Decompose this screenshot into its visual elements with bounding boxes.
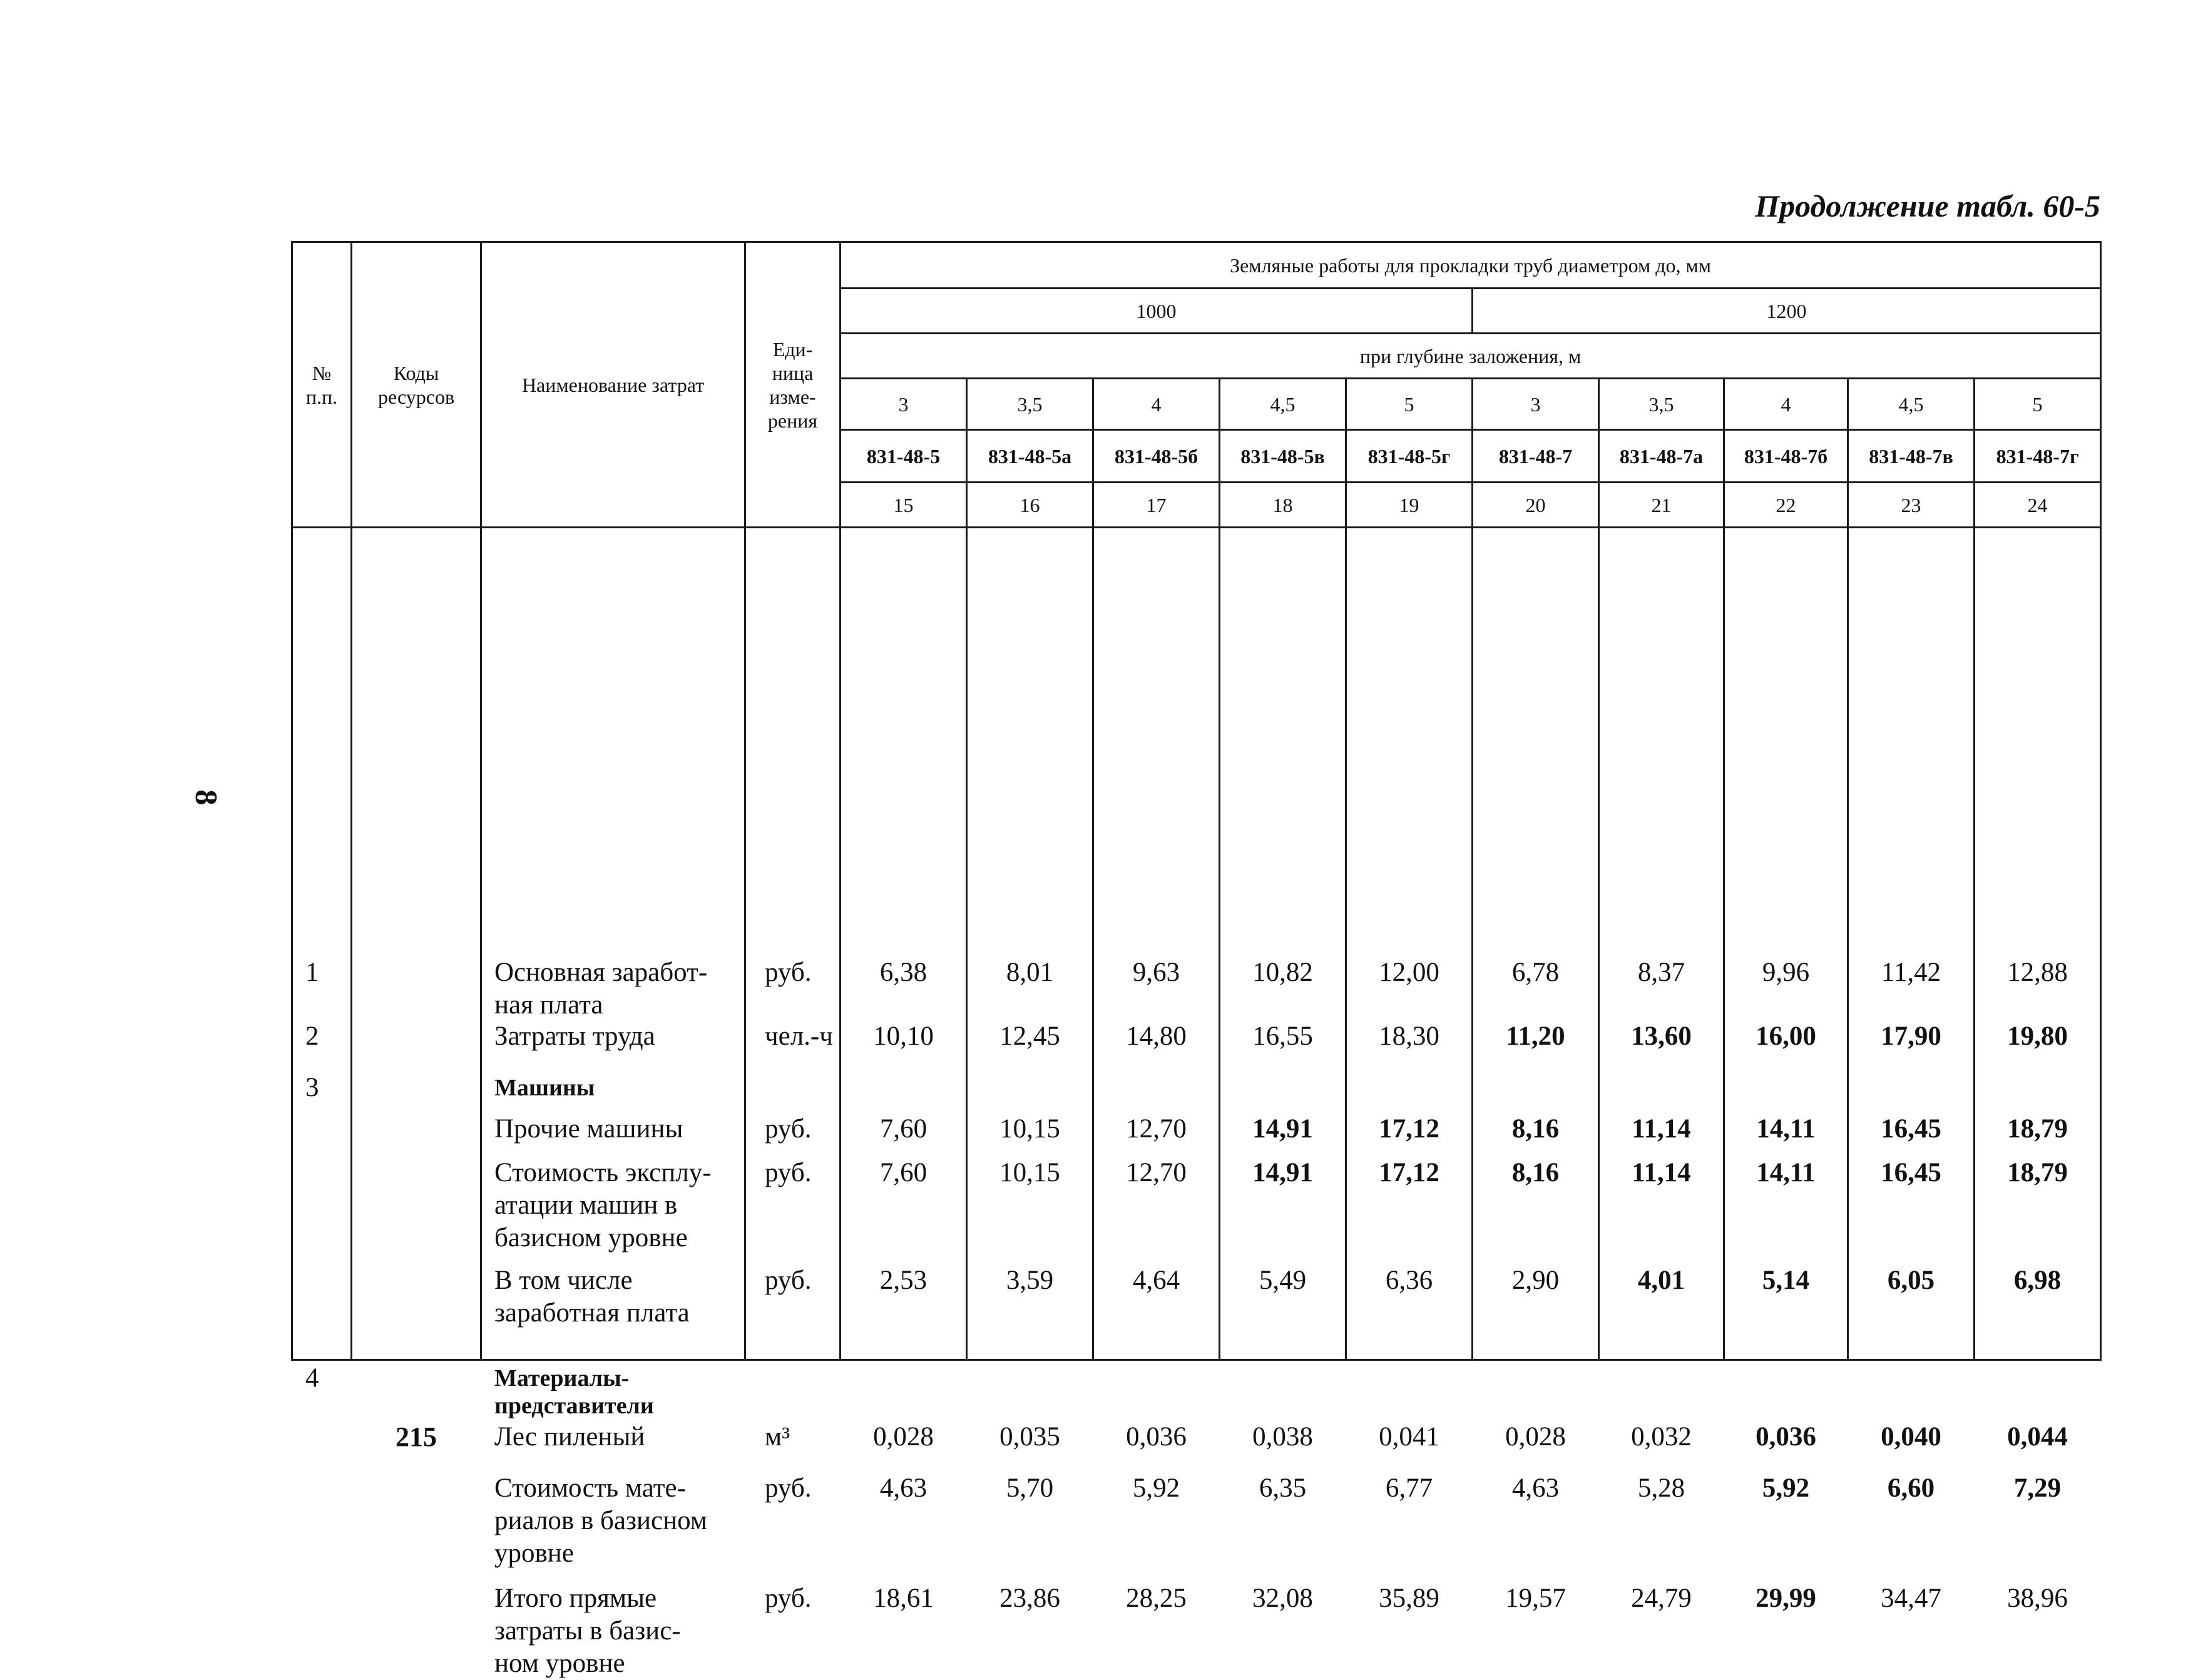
header-colnum-2: 17 (1093, 483, 1220, 528)
table-value: 0,044 (2007, 1421, 2068, 1452)
header-code-6: 831-48-7а (1599, 430, 1724, 483)
table-value: 8,01 (1006, 957, 1054, 987)
header-depth-2: 4 (1093, 379, 1220, 430)
row-number: 3 (305, 1072, 319, 1102)
header-code-2: 831-48-5б (1093, 430, 1220, 483)
header-colnum-9: 24 (1975, 483, 2101, 528)
table-value: 19,57 (1505, 1583, 1566, 1613)
body-value-column-5 (1473, 528, 1599, 1613)
cost-name-line: Основная заработ- (494, 957, 708, 987)
section-title: представители (494, 1392, 654, 1419)
table-value: 10,10 (873, 1021, 934, 1051)
table-continuation-caption: Продолжение табл. 60-5 (1755, 188, 2100, 223)
table-value: 12,70 (1126, 1157, 1187, 1187)
header-num: № п.п. (292, 242, 352, 528)
page-number: 8 (189, 789, 225, 806)
header-code-8: 831-48-7в (1848, 430, 1975, 483)
table-value: 23,86 (999, 1583, 1060, 1613)
cost-name-line: В том числе (494, 1265, 633, 1295)
header-diameter-1000: 1000 (841, 289, 1473, 334)
table-value: 5,70 (1006, 1473, 1054, 1503)
table-value: 18,79 (2007, 1157, 2068, 1187)
table-value: 8,16 (1511, 1157, 1560, 1187)
table-value: 9,96 (1762, 957, 1810, 987)
table-value: 9,63 (1132, 957, 1180, 987)
table-value: 11,42 (1881, 957, 1941, 987)
table-value: 0,032 (1631, 1421, 1692, 1452)
table-value: 8,16 (1511, 1114, 1560, 1144)
table-value: 7,29 (2013, 1473, 2062, 1503)
table-value: 0,028 (873, 1421, 934, 1452)
header-colnum-7: 22 (1724, 483, 1848, 528)
table-value: 6,77 (1385, 1473, 1433, 1503)
table-value: 6,36 (1385, 1265, 1433, 1295)
row-number: 1 (305, 957, 319, 987)
header-code-9: 831-48-7г (1975, 430, 2101, 483)
table-value: 6,05 (1887, 1265, 1935, 1295)
table-value: 6,38 (879, 957, 928, 987)
table-value: 13,60 (1631, 1021, 1692, 1051)
table-value: 6,35 (1259, 1473, 1307, 1503)
resource-code: 215 (396, 1421, 437, 1452)
table-value: 35,89 (1379, 1583, 1439, 1613)
cost-name-line: Лес пиленый (494, 1421, 645, 1452)
header-depth-5: 3 (1473, 379, 1599, 430)
cost-name-line: атации машин в (494, 1190, 678, 1220)
body-value-column-9 (1975, 528, 2101, 1613)
section-title: Материалы- (494, 1365, 630, 1391)
table-value: 17,90 (1881, 1021, 1941, 1051)
header-depth-8: 4,5 (1848, 379, 1975, 430)
header-code-5: 831-48-7 (1473, 430, 1599, 483)
body-value-column-6 (1599, 528, 1724, 1613)
table-value: 5,92 (1762, 1473, 1810, 1503)
header-code-7: 831-48-7б (1724, 430, 1848, 483)
table-value: 12,88 (2007, 957, 2068, 987)
header-unit: Еди- ница изме- рения (745, 242, 841, 528)
header-code-4: 831-48-5г (1346, 430, 1473, 483)
body-value-column-8 (1848, 528, 1975, 1613)
header-diameter-1200: 1200 (1473, 289, 2101, 334)
table-value: 14,11 (1756, 1114, 1816, 1144)
table-value: 17,12 (1379, 1157, 1439, 1187)
table-value: 34,47 (1881, 1583, 1941, 1613)
header-code-0: 831-48-5 (841, 430, 967, 483)
table-value: 18,30 (1379, 1021, 1439, 1051)
row-number: 4 (305, 1363, 319, 1393)
header-colnum-6: 21 (1599, 483, 1724, 528)
table-value: 16,45 (1881, 1157, 1941, 1187)
table-value: 4,01 (1637, 1265, 1685, 1295)
table-value: 11,14 (1632, 1114, 1691, 1144)
table-value: 16,00 (1756, 1021, 1816, 1051)
cost-name-line: затраты в базис- (494, 1616, 681, 1646)
table-value: 29,99 (1756, 1583, 1816, 1613)
cost-name-line: заработная плата (494, 1298, 690, 1328)
table-value: 5,49 (1259, 1265, 1307, 1295)
table-value: 24,79 (1631, 1583, 1692, 1613)
body-value-column-2 (1093, 528, 1220, 1613)
cost-name-line: уровне (494, 1538, 574, 1568)
header-colnum-8: 23 (1848, 483, 1975, 528)
cost-table (291, 241, 2102, 1678)
unit-label: руб. (765, 1265, 812, 1295)
table-value: 19,80 (2007, 1021, 2068, 1051)
table-value: 6,78 (1511, 957, 1560, 987)
body-value-column-1 (967, 528, 1093, 1613)
cost-name-line: Прочие машины (494, 1114, 683, 1144)
body-value-column-7 (1724, 528, 1848, 1613)
table-value: 12,00 (1379, 957, 1439, 987)
body-unit-column (745, 528, 841, 1613)
header-depth-9: 5 (1975, 379, 2101, 430)
table-value: 4,63 (1511, 1473, 1560, 1503)
table-value: 16,55 (1252, 1021, 1313, 1051)
unit-label: руб. (765, 1114, 812, 1144)
unit-label: руб. (765, 1583, 812, 1613)
table-value: 8,37 (1637, 957, 1685, 987)
table-value: 6,60 (1887, 1473, 1935, 1503)
body-name-column (481, 528, 745, 1678)
cost-name-line: Стоимость эксплу- (494, 1157, 712, 1187)
table-value: 0,028 (1505, 1421, 1566, 1452)
table-value: 0,036 (1756, 1421, 1816, 1452)
header-colnum-5: 20 (1473, 483, 1599, 528)
cost-name-line: базисном уровне (494, 1222, 688, 1252)
table-value: 11,14 (1632, 1157, 1691, 1187)
table-value: 32,08 (1252, 1583, 1313, 1613)
body-value-column-0 (841, 528, 967, 1613)
unit-label: руб. (765, 957, 812, 987)
header-depth-0: 3 (841, 379, 967, 430)
table-value: 14,11 (1756, 1157, 1816, 1187)
table-value: 14,80 (1126, 1021, 1187, 1051)
unit-label: чел.-ч (765, 1021, 833, 1051)
cost-name-line: ная плата (494, 990, 603, 1020)
header-colnum-0: 15 (841, 483, 967, 528)
table-value: 2,53 (879, 1265, 928, 1295)
table-value: 16,45 (1881, 1114, 1941, 1144)
header-code-1: 831-48-5а (967, 430, 1093, 483)
unit-label: руб. (765, 1473, 812, 1503)
table-value: 0,036 (1126, 1421, 1187, 1452)
table-value: 14,91 (1252, 1157, 1313, 1187)
header-colnum-1: 16 (967, 483, 1093, 528)
header-depth-4: 5 (1346, 379, 1473, 430)
cost-name-line: Итого прямые (494, 1583, 657, 1613)
header-code-3: 831-48-5в (1220, 430, 1346, 483)
table-value: 7,60 (879, 1157, 928, 1187)
cost-name-line: Затраты труда (494, 1021, 655, 1051)
table-value: 17,12 (1379, 1114, 1439, 1144)
table-value: 14,91 (1252, 1114, 1313, 1144)
body-num-column (292, 528, 352, 1393)
table-value: 0,038 (1252, 1421, 1313, 1452)
body-value-column-3 (1220, 528, 1346, 1613)
table-value: 12,45 (999, 1021, 1060, 1051)
cost-name-line: риалов в базисном (494, 1505, 707, 1535)
table-value: 4,64 (1132, 1265, 1180, 1295)
table-value: 28,25 (1126, 1583, 1187, 1613)
header-colnum-3: 18 (1220, 483, 1346, 528)
header-depth-3: 4,5 (1220, 379, 1346, 430)
table-value: 5,14 (1762, 1265, 1810, 1295)
table-value: 0,040 (1881, 1421, 1941, 1452)
header-group-title: Земляные работы для прокладки труб диаметром до, мм (841, 242, 2101, 289)
header-codes: Коды ресурсов (352, 242, 481, 528)
header-depth-label: при глубине заложения, м (841, 334, 2101, 379)
table-value: 10,15 (999, 1114, 1060, 1144)
section-title: Машины (494, 1074, 595, 1101)
header-name: Наименование затрат (481, 242, 745, 528)
table-value: 18,61 (873, 1583, 934, 1613)
header-depth-6: 3,5 (1599, 379, 1724, 430)
table-value: 38,96 (2007, 1583, 2068, 1613)
table-value: 4,63 (879, 1473, 928, 1503)
header-depth-7: 4 (1724, 379, 1848, 430)
body-codes-column (352, 528, 481, 1452)
table-value: 2,90 (1511, 1265, 1560, 1295)
header-colnum-4: 19 (1346, 483, 1473, 528)
cost-name-line: ном уровне (494, 1648, 625, 1678)
unit-label: руб. (765, 1157, 812, 1187)
table-value: 7,60 (879, 1114, 928, 1144)
header-depth-1: 3,5 (967, 379, 1093, 430)
table-value: 10,82 (1252, 957, 1313, 987)
table-value: 3,59 (1006, 1265, 1054, 1295)
table-value: 0,035 (999, 1421, 1060, 1452)
unit-label: м³ (765, 1421, 790, 1452)
table-value: 11,20 (1506, 1021, 1565, 1051)
table-value: 12,70 (1126, 1114, 1187, 1144)
cost-name-line: Стоимость мате- (494, 1473, 686, 1503)
table-value: 5,92 (1132, 1473, 1180, 1503)
table-value: 6,98 (2013, 1265, 2062, 1295)
table-value: 0,041 (1379, 1421, 1439, 1452)
row-number: 2 (305, 1021, 319, 1051)
table-value: 5,28 (1637, 1473, 1685, 1503)
body-value-column-4 (1346, 528, 1473, 1613)
table-value: 10,15 (999, 1157, 1060, 1187)
table-value: 18,79 (2007, 1114, 2068, 1144)
